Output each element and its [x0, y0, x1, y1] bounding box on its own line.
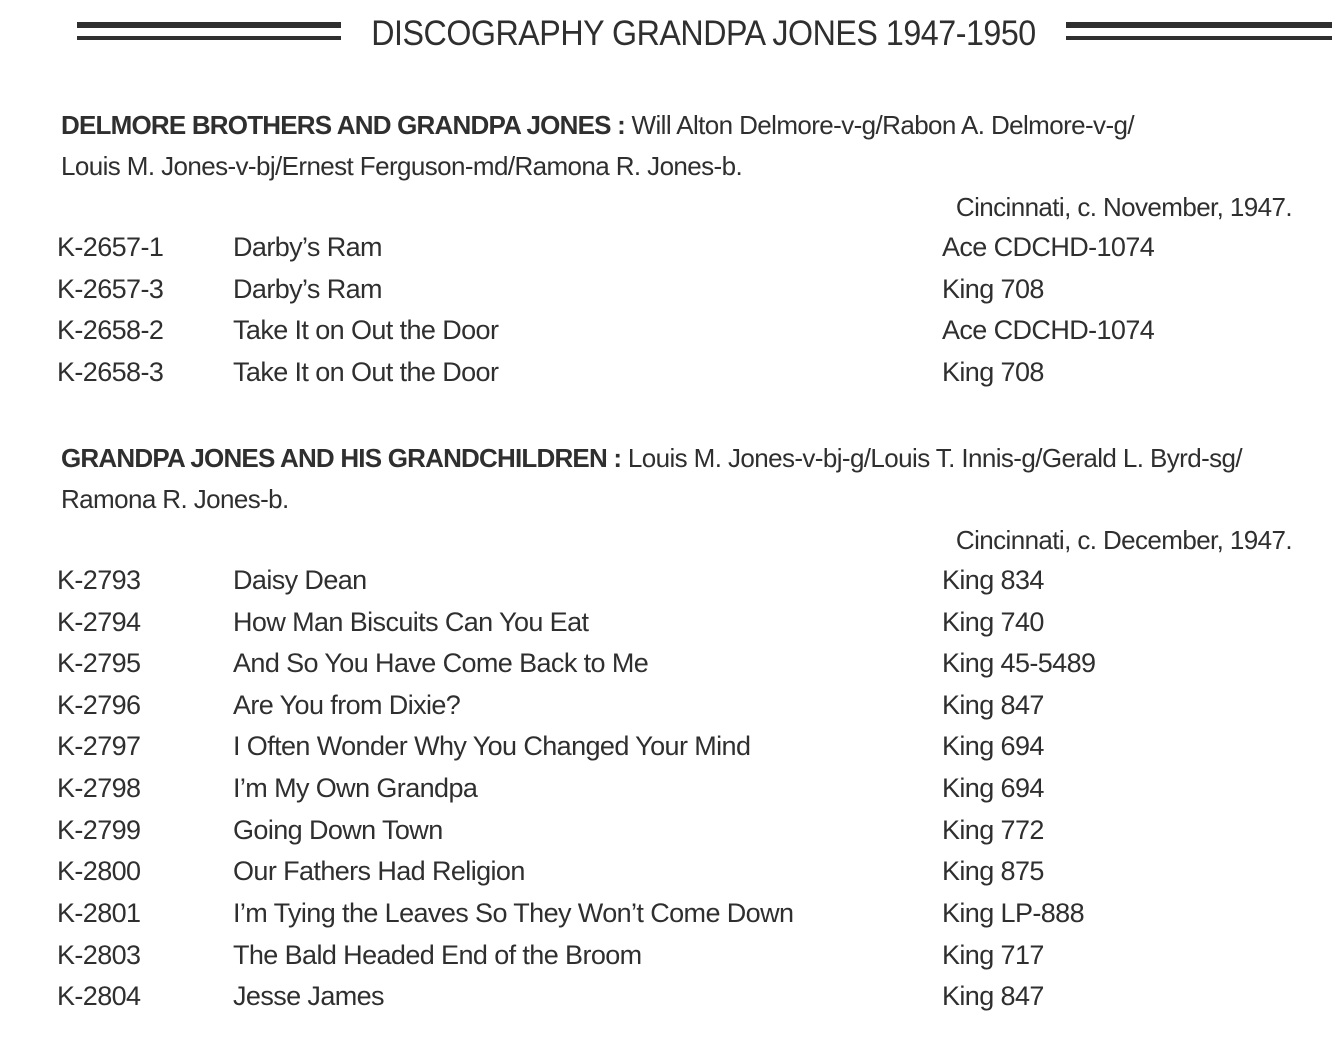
matrix-number: K-2797	[57, 731, 141, 761]
table-row	[57, 607, 1297, 648]
release-label: Ace CDCHD-1074	[942, 315, 1155, 345]
song-title: And So You Have Come Back to Me	[233, 648, 649, 678]
table-row	[57, 940, 1297, 981]
song-title: Jesse James	[233, 981, 384, 1011]
release-label: Ace CDCHD-1074	[942, 232, 1155, 262]
song-title: The Bald Headed End of the Broom	[233, 940, 642, 970]
table-row	[57, 773, 1297, 814]
session-artist: GRANDPA JONES AND HIS GRANDCHILDREN :	[61, 443, 622, 473]
page-title: DISCOGRAPHY GRANDPA JONES 1947-1950	[371, 14, 1036, 53]
matrix-number: K-2804	[57, 981, 141, 1011]
recording-location-date: Cincinnati, c. November, 1947.	[955, 192, 1292, 222]
song-title: Darby’s Ram	[233, 274, 382, 304]
table-row	[57, 690, 1297, 731]
matrix-number: K-2798	[57, 773, 141, 803]
release-label: King 708	[942, 274, 1044, 304]
song-title: Darby’s Ram	[233, 232, 382, 262]
page-header	[0, 10, 1332, 58]
table-row	[57, 565, 1297, 606]
song-title: How Man Biscuits Can You Eat	[233, 607, 589, 637]
table-row	[57, 232, 1297, 273]
release-label: King 694	[942, 773, 1044, 803]
matrix-number: K-2801	[57, 898, 141, 928]
release-label: King 772	[942, 815, 1044, 845]
matrix-number: K-2658-2	[57, 315, 164, 345]
table-row	[57, 856, 1297, 897]
release-label: King 847	[942, 690, 1044, 720]
release-label: King 847	[942, 981, 1044, 1011]
release-label: King 694	[942, 731, 1044, 761]
session-personnel: Will Alton Delmore-v-g/Rabon A. Delmore-v-g/	[624, 110, 1134, 140]
song-title: Our Fathers Had Religion	[233, 856, 525, 886]
release-label: King 834	[942, 565, 1044, 595]
release-label: King 717	[942, 940, 1044, 970]
release-label: King LP-888	[942, 898, 1085, 928]
matrix-number: K-2799	[57, 815, 141, 845]
song-title: Daisy Dean	[233, 565, 367, 595]
session-personnel: Louis M. Jones-v-bj-g/Louis T. Innis-g/Gerald L. Byrd-sg/	[621, 443, 1243, 473]
table-row	[57, 648, 1297, 689]
matrix-number: K-2800	[57, 856, 141, 886]
song-title: Are You from Dixie?	[233, 690, 461, 720]
matrix-number: K-2657-3	[57, 274, 164, 304]
matrix-number: K-2657-1	[57, 232, 164, 262]
table-row	[57, 274, 1297, 315]
song-title: Take It on Out the Door	[233, 315, 499, 345]
matrix-number: K-2796	[57, 690, 141, 720]
release-label: King 708	[942, 357, 1044, 387]
session-personnel-line-2: Ramona R. Jones-b.	[61, 484, 289, 514]
song-title: I Often Wonder Why You Changed Your Mind	[233, 731, 751, 761]
table-row	[57, 731, 1297, 772]
song-title: Take It on Out the Door	[233, 357, 499, 387]
session-personnel-line	[61, 105, 1301, 146]
table-row	[57, 315, 1297, 356]
release-label: King 740	[942, 607, 1044, 637]
session-artist: DELMORE BROTHERS AND GRANDPA JONES :	[61, 110, 625, 140]
release-label: King 45-5489	[942, 648, 1096, 678]
session-header	[61, 105, 1301, 187]
recording-location-date: Cincinnati, c. December, 1947.	[955, 525, 1292, 555]
matrix-number: K-2803	[57, 940, 141, 970]
session-personnel-line-2: Louis M. Jones-v-bj/Ernest Ferguson-md/Ramona R. Jones-b.	[61, 151, 743, 181]
song-title: I’m Tying the Leaves So They Won’t Come Down	[233, 898, 794, 928]
table-row	[57, 981, 1297, 1022]
session-header	[61, 438, 1301, 520]
song-title: Going Down Town	[233, 815, 443, 845]
matrix-number: K-2658-3	[57, 357, 164, 387]
table-row	[57, 898, 1297, 939]
matrix-number: K-2794	[57, 607, 141, 637]
matrix-number: K-2795	[57, 648, 141, 678]
song-title: I’m My Own Grandpa	[233, 773, 478, 803]
table-row	[57, 357, 1297, 398]
session-personnel-line	[61, 438, 1301, 479]
release-label: King 875	[942, 856, 1044, 886]
table-row	[57, 815, 1297, 856]
title-rule-right	[1066, 22, 1332, 44]
title-rule-left	[77, 22, 341, 44]
matrix-number: K-2793	[57, 565, 141, 595]
